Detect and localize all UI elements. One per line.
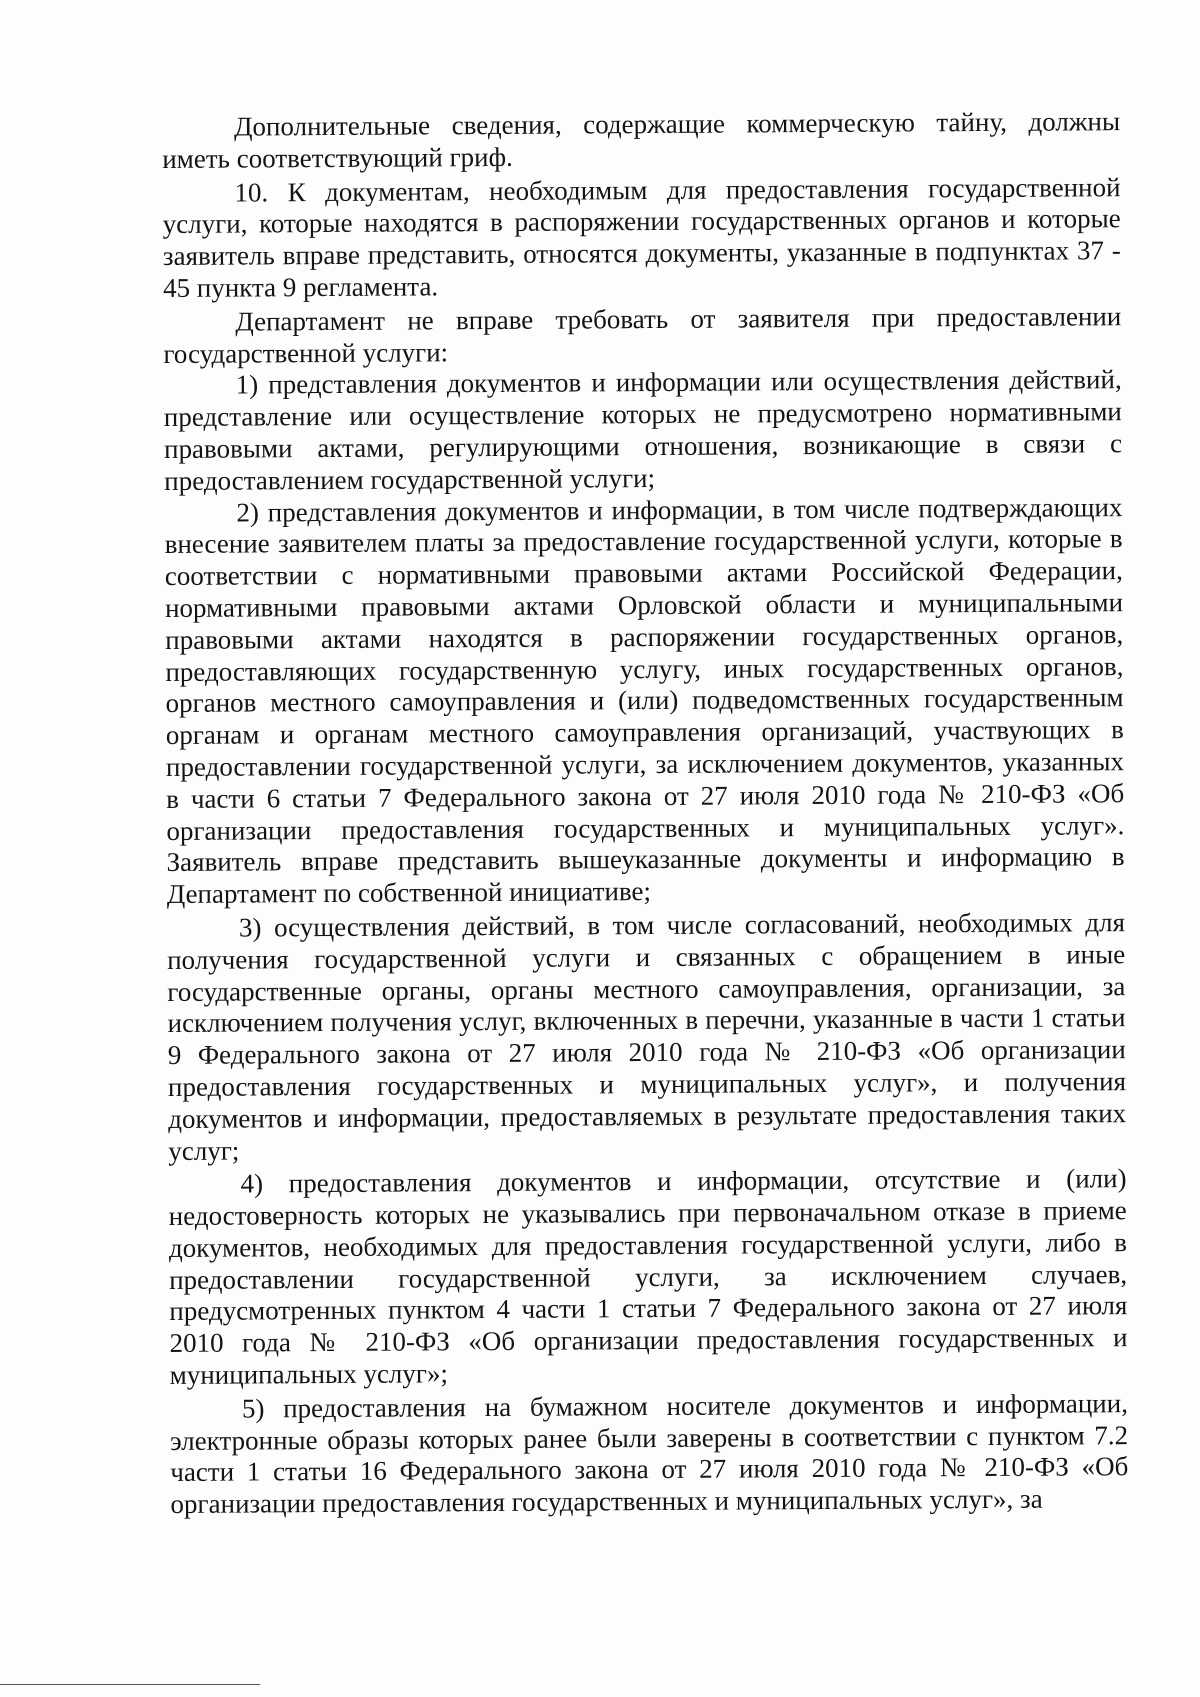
bottom-divider [0,1684,260,1685]
paragraph-item-10: 10. К документам, необходимым для предоставления государственной услуги, которые находятся в распоряжении государственных органов и которые заявитель вправе представить, относятся документы, указанные в подпунктах 37 - 45 пункта 9 регламента. [162,171,1121,303]
list-item-5: 5) предоставления на бумажном носителе документов и информации, электронные образы которых ранее были заверены в соответствии с пунктом 7.2 части 1 статьи 16 Федерального закона от 27 июля 2010 года № 210-ФЗ «Об организации предоставления государственных и муниципальных услуг», за [170,1387,1129,1520]
list-item-1: 1) представления документов и информации или осуществления действий, представление или осуществление которых не предусмотрено нормативными правовыми актами, регулирующими отношения, возникающие в связи с предоставлением государственной услуги; [163,364,1123,496]
document-body [162,106,1129,1521]
list-item-4: 4) предоставления документов и информации, отсутствие и (или) недостоверность которых не указывались при первоначальном отказе в приеме документов, необходимых для предоставления государственной услуги, либо в предоставлении государственной услуги, за исключением случаев, предусмотренных пунктом 4 части 1 статьи 7 Федерального закона от 27 июля 2010 года № 210-ФЗ «Об организации предоставления государственных и муниципальных услуг»; [168,1163,1128,1391]
list-item-2: 2) представления документов и информации, в том числе подтверждающих внесение заявителем платы за предоставление государственной услуги, которые в соответствии с нормативными правовыми актами Российской Федерации, нормативными правовыми актами Орловской области и муниципальными правовыми актами находятся в распоряжении государственных органов, предоставляющих государственную услугу, иных государственных органов, органов местного самоуправления и (или) подведомственных государственным органам и органам местного самоуправления организаций, участвующих в предоставлении государственной услуги, за исключением документов, указанных в части 6 статьи 7 Федерального закона от 27 июля 2010 года № 210-ФЗ «Об организации предоставления государственных и муниципальных услуг». Заявитель вправе представить вышеуказанные документы и информацию в Департамент по собственной инициативе; [164,491,1125,910]
list-item-3: 3) осуществления действий, в том числе согласований, необходимых для получения государственной услуги и связанных с обращением в иные государственные органы, органы местного самоуправления, организации, за исключением получения услуг, включенных в перечни, указанные в части 1 статьи 9 Федерального закона от 27 июля 2010 года № 210-ФЗ «Об организации предоставления государственных и муниципальных услуг», и получения документов и информации, предоставляемых в результате предоставления таких услуг; [167,907,1127,1166]
paragraph-department-restrictions: Департамент не вправе требовать от заявителя при предоставлении государственной услуги: [163,300,1122,369]
paragraph-commercial-secret: Дополнительные сведения, содержащие коммерческую тайну, должны иметь соответствующий гриф. [162,106,1121,174]
